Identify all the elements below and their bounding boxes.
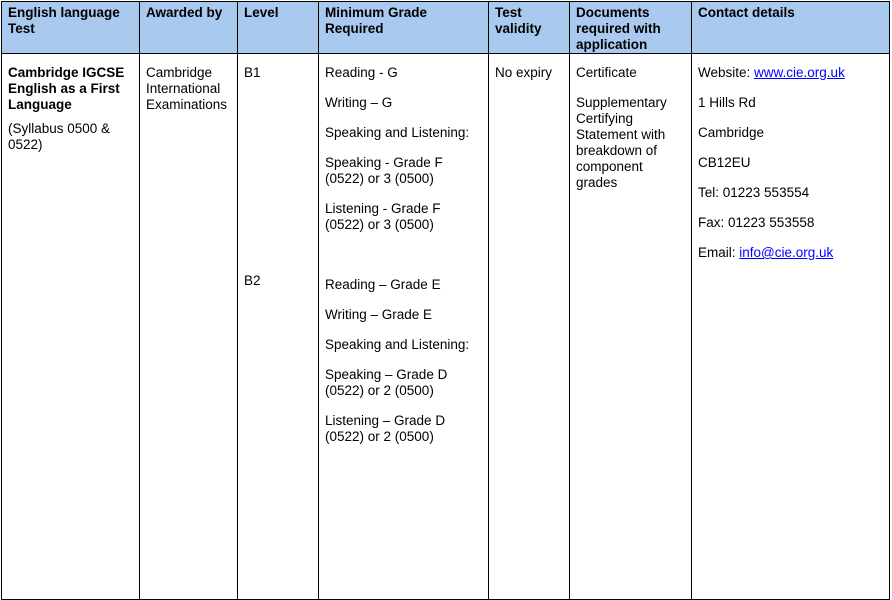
cell-contact <box>692 54 890 600</box>
contact-website <box>698 65 883 81</box>
header-min-grade: Minimum Grade Required <box>319 2 489 54</box>
contact-tel: Tel: 01223 553554 <box>698 185 810 200</box>
header-validity: Test validity <box>489 2 570 54</box>
website-link[interactable]: www.cie.org.uk <box>754 65 845 80</box>
b2-listening: Listening – Grade D (0522) or 2 (0500) <box>325 413 446 444</box>
document-certificate: Certificate <box>576 65 637 80</box>
header-documents: Documents required with application <box>570 2 692 54</box>
header-level: Level <box>238 2 319 54</box>
table-row <box>2 54 890 600</box>
b2-reading: Reading – Grade E <box>325 277 441 292</box>
b1-speaking: Speaking - Grade F (0522) or 3 (0500) <box>325 155 443 186</box>
cell-test <box>2 54 140 600</box>
cell-level <box>238 54 319 600</box>
validity-value: No expiry <box>495 65 553 80</box>
header-row <box>2 2 890 54</box>
email-label: Email: <box>698 245 740 260</box>
cell-min-grade <box>319 54 489 600</box>
contact-address2: Cambridge <box>698 125 765 140</box>
awarding-body: Cambridge International Examinations <box>146 65 228 112</box>
cell-awarded-by <box>140 54 238 600</box>
cell-documents <box>570 54 692 600</box>
website-label: Website: <box>698 65 755 80</box>
contact-address1: 1 Hills Rd <box>698 95 756 110</box>
english-tests-table <box>1 1 890 600</box>
contact-email <box>698 245 883 261</box>
b1-speaking-listening: Speaking and Listening: <box>325 125 470 140</box>
header-awarded-by: Awarded by <box>140 2 238 54</box>
level-b1: B1 <box>244 65 261 80</box>
b2-writing: Writing – Grade E <box>325 307 433 322</box>
test-name: Cambridge IGCSE English as a First Language <box>8 65 125 112</box>
b1-listening: Listening - Grade F (0522) or 3 (0500) <box>325 201 441 232</box>
header-test: English language Test <box>2 2 140 54</box>
level-b2: B2 <box>244 273 261 288</box>
header-contact: Contact details <box>692 2 890 54</box>
test-syllabus: (Syllabus 0500 & 0522) <box>8 121 111 152</box>
contact-postcode: CB12EU <box>698 155 751 170</box>
document-supplementary: Supplementary Certifying Statement with breakdown of component grades <box>576 95 667 190</box>
b2-speaking: Speaking – Grade D (0522) or 2 (0500) <box>325 367 448 398</box>
b1-writing: Writing – G <box>325 95 393 110</box>
b2-speaking-listening: Speaking and Listening: <box>325 337 470 352</box>
b1-reading: Reading - G <box>325 65 398 80</box>
email-link[interactable]: info@cie.org.uk <box>739 245 834 260</box>
cell-validity <box>489 54 570 600</box>
contact-fax: Fax: 01223 553558 <box>698 215 815 230</box>
